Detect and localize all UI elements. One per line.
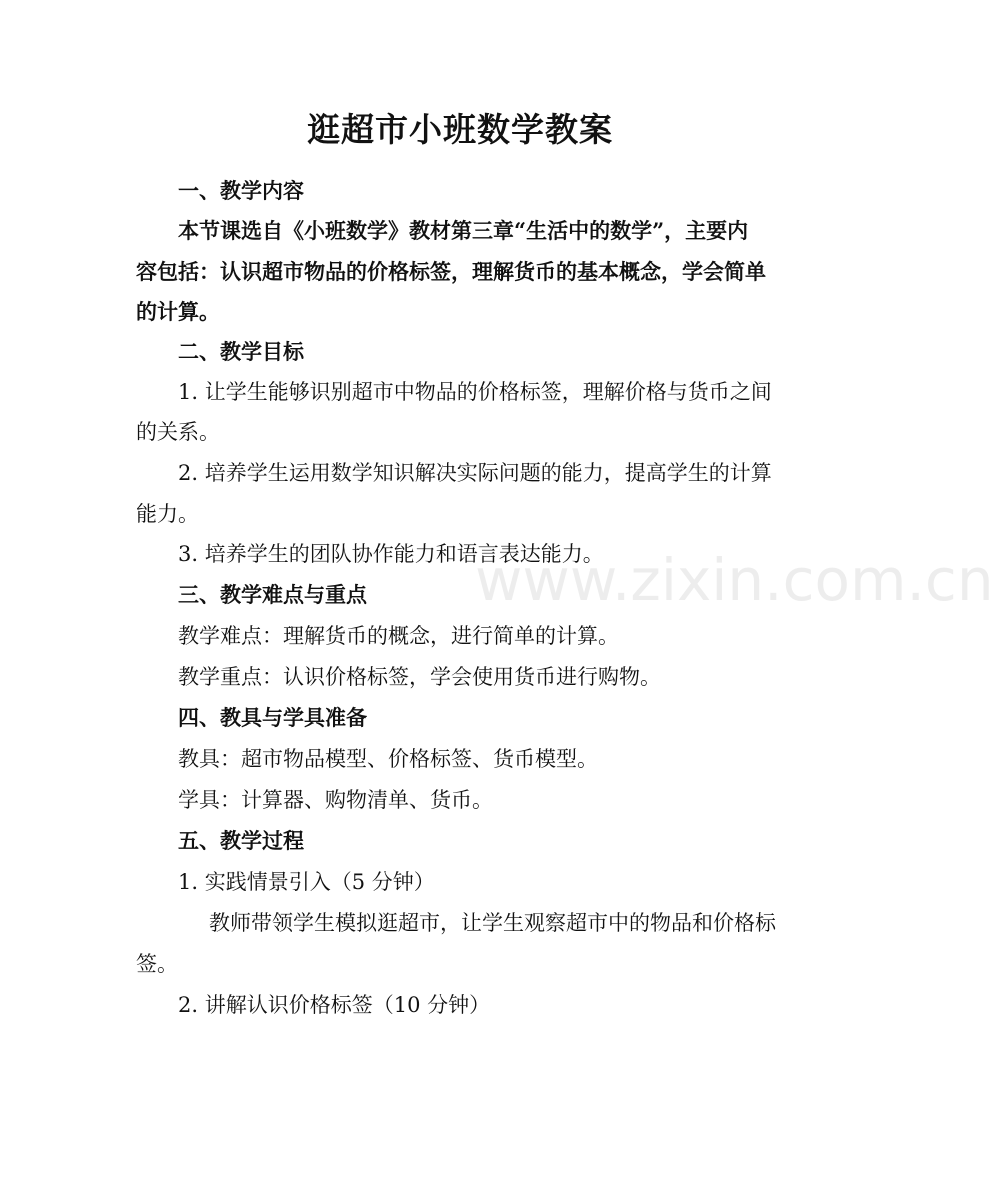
goal-1-line-1: 1. 让学生能够识别超市中物品的价格标签，理解价格与货币之间 (178, 380, 772, 404)
watermark-text: www.zixin.com.cn (475, 546, 994, 614)
content-paragraph-line-1: 本节课选自《小班数学》教材第三章“生活中的数学”，主要内 (178, 218, 749, 243)
goal-2-line-2: 能力。 (136, 502, 199, 526)
goal-1-line-2: 的关系。 (136, 420, 220, 444)
content-paragraph-line-2: 容包括：认识超市物品的价格标签，理解货币的基本概念，学会简单 (136, 259, 766, 284)
section-heading-process: 五、教学过程 (178, 828, 304, 853)
content-paragraph-line-3: 的计算。 (136, 299, 220, 324)
section-heading-teaching-goals: 二、教学目标 (178, 339, 304, 364)
process-step-1: 1. 实践情景引入（5 分钟） (178, 870, 435, 894)
process-step-2: 2. 讲解认识价格标签（10 分钟） (178, 993, 491, 1017)
teaching-tools-line: 教具：超市物品模型、价格标签、货币模型。 (178, 747, 598, 771)
process-step-1-detail-line-2: 签。 (136, 952, 178, 976)
difficulty-line: 教学难点：理解货币的概念，进行简单的计算。 (178, 624, 619, 648)
goal-3-line: 3. 培养学生的团队协作能力和语言表达能力。 (178, 542, 604, 566)
goal-2-line-1: 2. 培养学生运用数学知识解决实际问题的能力，提高学生的计算 (178, 461, 772, 485)
key-point-line: 教学重点：认识价格标签，学会使用货币进行购物。 (178, 665, 661, 689)
document-title: 逛超市小班数学教案 (307, 110, 613, 149)
learning-tools-line: 学具：计算器、购物清单、货币。 (178, 788, 493, 812)
section-heading-teaching-content: 一、教学内容 (178, 178, 304, 203)
section-heading-preparation: 四、教具与学具准备 (178, 705, 367, 730)
section-heading-difficulties: 三、教学难点与重点 (178, 582, 367, 607)
process-step-1-detail-line-1: 教师带领学生模拟逛超市，让学生观察超市中的物品和价格标 (209, 911, 776, 935)
